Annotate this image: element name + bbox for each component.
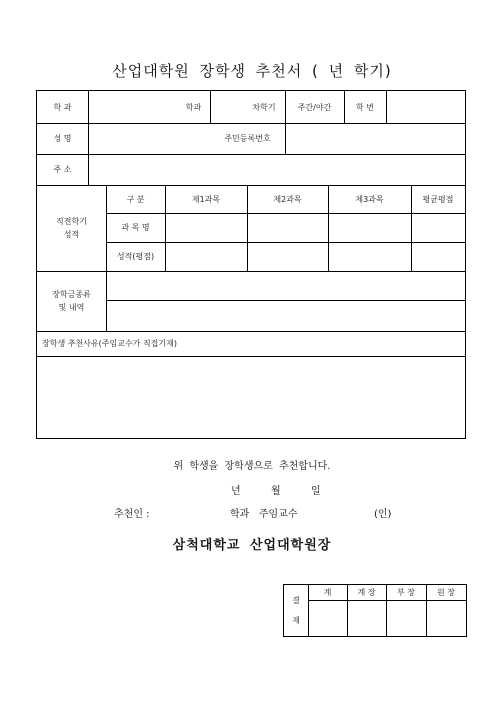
category-header: 구 분 — [126, 194, 145, 204]
date-month: 월 — [271, 486, 281, 497]
approval-col-director: 부 장 — [397, 588, 415, 597]
resident-number-label: 주민등록번호 — [224, 134, 271, 143]
divider — [386, 91, 387, 123]
address-label: 주 소 — [53, 165, 72, 174]
approval-col-section-chief: 계 장 — [357, 588, 376, 597]
dept-professor-label: 학과 주임교수 — [230, 509, 298, 520]
major-suffix: 학과 — [185, 102, 202, 112]
score-label: 성적(평점) — [116, 252, 155, 261]
scholarship-type-label — [37, 271, 106, 331]
divider — [37, 356, 465, 357]
semester-suffix: 차학기 — [252, 102, 276, 112]
scholarship-label-line1: 장학금종류 — [52, 290, 91, 299]
approval-label — [284, 585, 308, 636]
subject-1-header: 제1과목 — [191, 194, 221, 204]
subject-3-header: 제3과목 — [355, 194, 384, 204]
divider — [106, 300, 465, 301]
name-label: 성 명 — [53, 134, 72, 143]
divider — [308, 600, 466, 601]
approval-label-line2: 재 — [292, 615, 300, 625]
approval-label-line1: 결 — [292, 595, 300, 605]
recommender-label: 추천인 : — [114, 509, 150, 520]
major-label: 학 과 — [53, 102, 72, 112]
approval-box — [283, 584, 467, 637]
subject-2-header: 제2과목 — [273, 194, 302, 204]
divider — [88, 91, 89, 185]
seal-mark: (인) — [374, 509, 392, 520]
approval-col-dean: 원 장 — [437, 588, 455, 597]
recommendation-reason-label: 장학생 추천사유(주임교수가 직접기재) — [42, 339, 177, 348]
divider — [210, 91, 211, 123]
grades-label-line1: 직전학기 — [56, 217, 87, 226]
day-night-label: 주간/야간 — [297, 102, 332, 112]
date-day: 일 — [311, 486, 321, 497]
divider — [37, 154, 465, 155]
grades-label-line2: 성적 — [63, 230, 80, 239]
subject-name-label: 과 목 명 — [121, 223, 150, 232]
scholarship-label-line2: 및 내역 — [58, 303, 85, 312]
gpa-header: 평균평점 — [422, 194, 454, 204]
recommendation-form — [36, 90, 466, 439]
recommendation-statement: 위 학생을 장학생으로 추천합니다. — [173, 461, 331, 472]
graduate-school-dean: 삼척대학교 산업대학원장 — [172, 538, 332, 553]
previous-semester-grades-label — [37, 185, 106, 271]
student-number-label: 학 번 — [356, 102, 374, 112]
page-title: 산업대학원 장학생 추천서 ( 년 학기) — [112, 62, 392, 80]
approval-col-staff: 계 — [323, 588, 332, 597]
date-year: 년 — [231, 486, 241, 497]
